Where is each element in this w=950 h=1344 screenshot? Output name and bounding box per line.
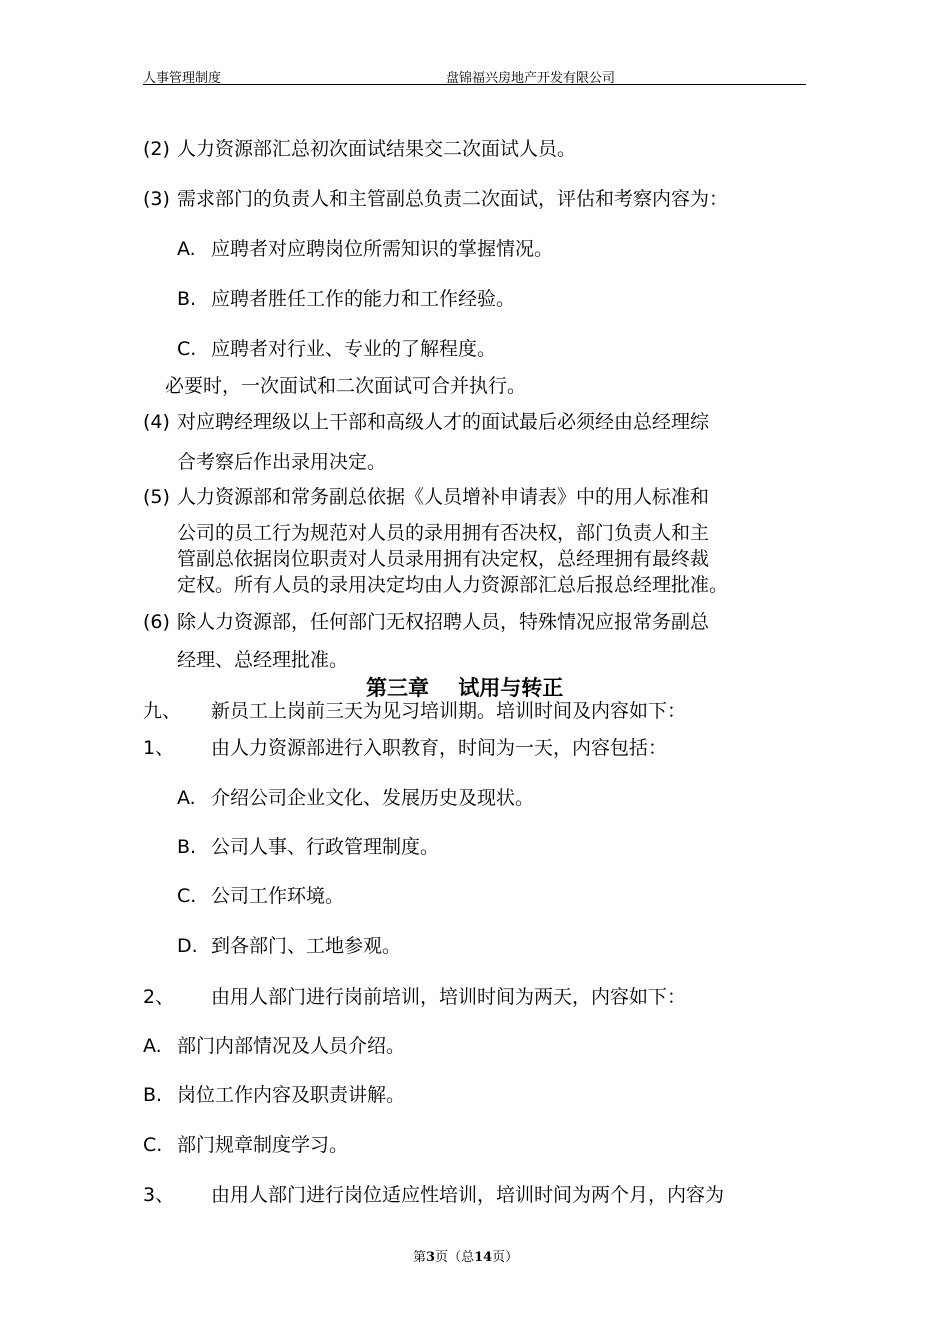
step-2-text: 由用人部门进行岗前培训，培训时间为两天，内容如下： [211,986,687,1008]
step-1a-letter: A. [177,787,196,809]
step-2c-text: 部门规章制度学习。 [177,1134,349,1156]
header-left: 人事管理制度 [143,71,222,86]
step-2c-letter: C. [143,1134,163,1156]
item-3-number: (3) [143,188,170,210]
item-4-line1: 对应聘经理级以上干部和高级人才的面试最后必须经由总经理综 [177,411,710,433]
step-3-number: 3、 [143,1184,175,1206]
step-1-number: 1、 [143,737,175,759]
item-5-number: (5) [143,486,170,508]
item-4-line2: 合考察后作出录用决定。 [177,451,387,473]
item-4-number: (4) [143,411,170,433]
step-1a-text: 介绍公司企业文化、发展历史及现状。 [211,787,535,809]
item-6-line2: 经理、总经理批准。 [177,649,349,671]
item-2-number: (2) [143,138,170,160]
step-1c-letter: C. [177,885,197,907]
footer-prefix: 第 [413,1250,427,1265]
item-5-line1: 人力资源部和常务副总依据《人员增补申请表》中的用人标准和 [177,486,710,508]
item-3a-text: 应聘者对应聘岗位所需知识的掌握情况。 [211,238,554,260]
footer-total-pages: 14 [474,1250,493,1265]
item-3c-text: 应聘者对行业、专业的了解程度。 [211,338,497,360]
step-1d-letter: D. [177,935,198,957]
page-footer [413,1246,518,1265]
step-1d-text: 到各部门、工地参观。 [211,935,402,957]
item-3-text: 需求部门的负责人和主管副总负责二次面试，评估和考察内容为： [177,188,729,210]
footer-middle: 页（总 [435,1250,475,1265]
item-3b-letter: B. [177,288,197,310]
item-6-line1: 除人力资源部，任何部门无权招聘人员，特殊情况应报常务副总 [177,611,710,633]
item-3a-letter: A. [177,238,196,260]
header-rule [143,84,806,85]
step-1-text: 由人力资源部进行入职教育，时间为一天，内容包括： [211,737,668,759]
note-text: 必要时，一次面试和二次面试可合并执行。 [165,375,527,397]
chapter-title: 第三章 试用与转正 [366,676,564,700]
step-1b-letter: B. [177,836,197,858]
section-9-text: 新员工上岗前三天为见习培训期。培训时间及内容如下： [211,700,687,722]
step-1c-text: 公司工作环境。 [211,885,345,907]
step-2a-text: 部门内部情况及人员介绍。 [177,1035,406,1057]
item-6-number: (6) [143,611,170,633]
item-2-text: 人力资源部汇总初次面试结果交二次面试人员。 [177,138,577,160]
item-5-line3: 管副总依据岗位职责对人员录用拥有决定权，总经理拥有最终裁 [177,548,710,570]
header-right: 盘锦福兴房地产开发有限公司 [446,71,616,86]
step-1b-text: 公司人事、行政管理制度。 [211,836,440,858]
step-2-number: 2、 [143,986,175,1008]
step-2b-letter: B. [143,1084,163,1106]
footer-page-number: 3 [426,1250,436,1265]
section-9-number: 九、 [143,700,182,722]
item-5-line4: 定权。所有人员的录用决定均由人力资源部汇总后报总经理批准。 [177,574,729,596]
step-2b-text: 岗位工作内容及职责讲解。 [177,1084,406,1106]
item-3b-text: 应聘者胜任工作的能力和工作经验。 [211,288,516,310]
step-2a-letter: A. [143,1035,162,1057]
footer-suffix: 页） [492,1250,519,1265]
item-5-line2: 公司的员工行为规范对人员的录用拥有否决权，部门负责人和主 [177,522,710,544]
step-3-text: 由用人部门进行岗位适应性培训，培训时间为两个月，内容为 [211,1184,725,1206]
item-3c-letter: C. [177,338,197,360]
